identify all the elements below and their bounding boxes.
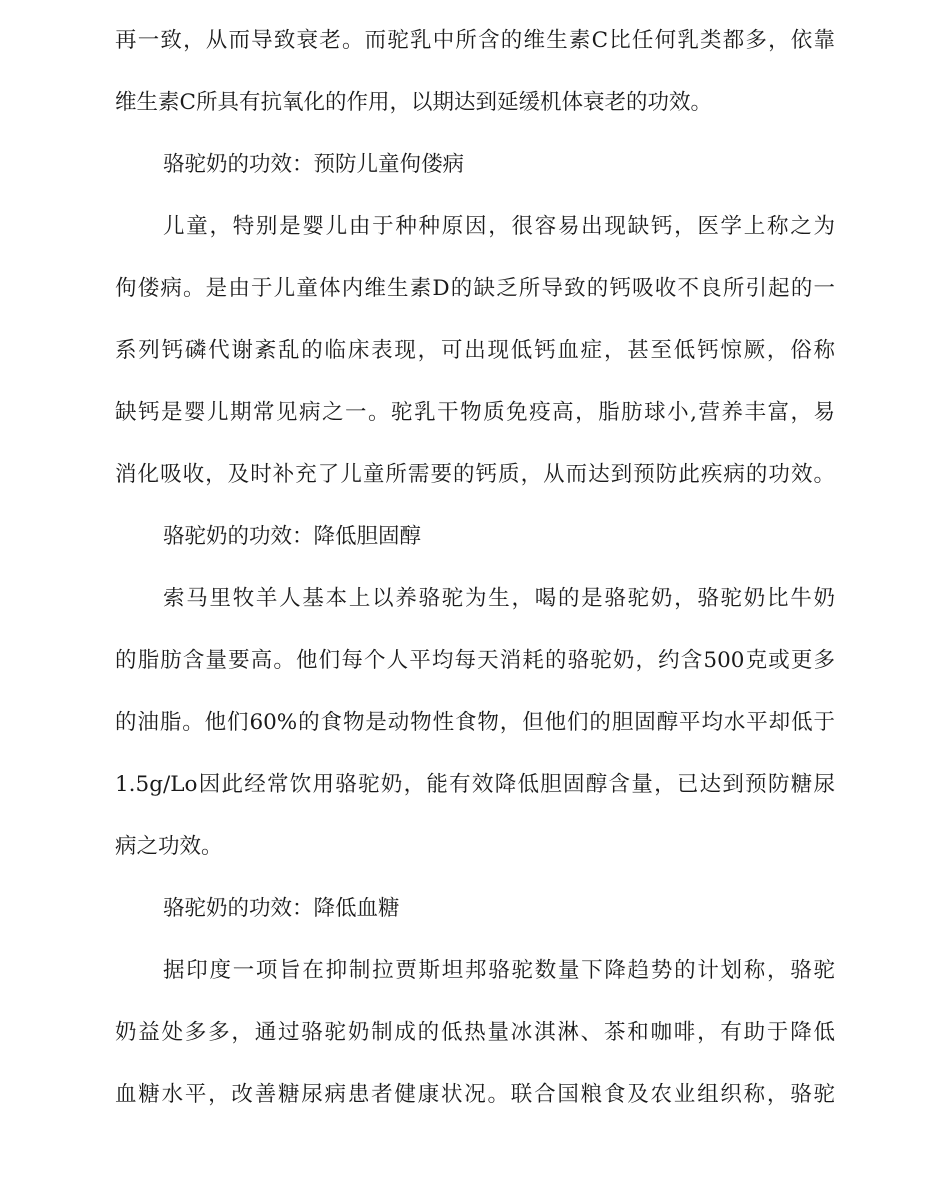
paragraph-line: 儿童，特别是婴儿由于种种原因，很容易出现缺钙，医学上称之为 — [163, 214, 835, 239]
paragraph-line: 的油脂。他们60%的食物是动物性食物，但他们的胆固醇平均水平却低于 — [115, 710, 835, 735]
paragraph-line: 系列钙磷代谢紊乱的临床表现，可出现低钙血症，甚至低钙惊厥，俗称 — [115, 338, 835, 363]
paragraph-line: 维生素C所具有抗氧化的作用，以期达到延缓机体衰老的功效。 — [115, 90, 712, 115]
paragraph-line: 据印度一项旨在抑制拉贾斯坦邦骆驼数量下降趋势的计划称，骆驼 — [163, 958, 835, 983]
paragraph-line: 的脂肪含量要高。他们每个人平均每天消耗的骆驼奶，约含500克或更多 — [115, 648, 835, 673]
paragraph-line: 再一致，从而导致衰老。而驼乳中所含的维生素C比任何乳类都多，依靠 — [115, 28, 835, 53]
paragraph-line: 缺钙是婴儿期常见病之一。驼乳干物质免疫高，脂肪球小,营养丰富，易 — [115, 400, 835, 425]
section-heading: 骆驼奶的功效：预防儿童佝偻病 — [163, 152, 465, 177]
section-heading: 骆驼奶的功效：降低血糖 — [163, 896, 400, 921]
paragraph-line: 消化吸收，及时补充了儿童所需要的钙质，从而达到预防此疾病的功效。 — [115, 462, 835, 487]
paragraph-line: 血糖水平，改善糖尿病患者健康状况。联合国粮食及农业组织称，骆驼 — [115, 1082, 835, 1107]
paragraph-line: 奶益处多多，通过骆驼奶制成的低热量冰淇淋、茶和咖啡，有助于降低 — [115, 1020, 835, 1045]
paragraph-line: 病之功效。 — [115, 834, 223, 859]
paragraph-line: 1.5g/Lo因此经常饮用骆驼奶，能有效降低胆固醇含量，已达到预防糖尿 — [115, 772, 835, 797]
paragraph-line: 佝偻病。是由于儿童体内维生素D的缺乏所导致的钙吸收不良所引起的一 — [115, 276, 835, 301]
section-heading: 骆驼奶的功效：降低胆固醇 — [163, 524, 422, 549]
paragraph-line: 索马里牧羊人基本上以养骆驼为生，喝的是骆驼奶，骆驼奶比牛奶 — [163, 586, 835, 611]
